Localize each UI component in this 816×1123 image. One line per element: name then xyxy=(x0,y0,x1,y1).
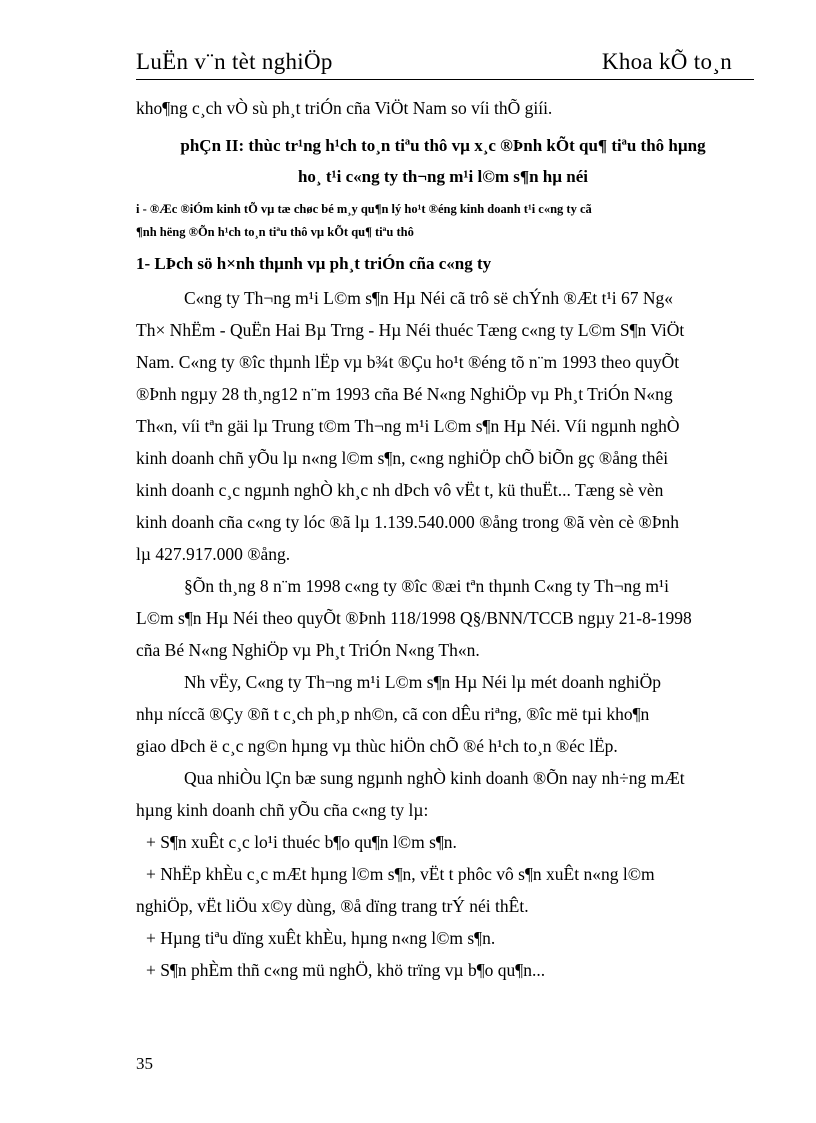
paragraph-line: Nh vËy, C«ng ty Th¬ng m¹i L©m s¶n Hµ Néi lµ mét doanh nghiÖp xyxy=(184,672,661,692)
part-title-line-2: ho¸ t¹i c«ng ty th¬ng m¹i l©m s¶n hµ néi xyxy=(297,167,589,186)
business-lines-list xyxy=(136,826,750,986)
section-i-line-2: ¶nh hëng ®Õn h¹ch to¸n tiªu thô vµ kÕt qu¶ tiªu thô xyxy=(136,225,414,239)
paragraph-line: L©m s¶n Hµ Néi theo quyÕt ®Þnh 118/1998 Q§/BNN/TCCB ngµy 21-8-1998 xyxy=(136,608,692,628)
list-item: + NhËp khÈu c¸c mÆt hµng l©m s¶n, vËt t phôc vô s¶n xuÊt n«ng l©m xyxy=(146,864,655,884)
section-i-line-1: i - ®Æc ®iÓm kinh tÕ vµ tæ chøc bé m¸y qu¶n lý ho¹t ®éng kinh doanh t¹i c«ng ty cã xyxy=(136,202,592,216)
list-item-continuation: nghiÖp, vËt liÖu x©y dùng, ®å dïng trang trÝ néi thÊt. xyxy=(136,896,529,916)
intro-line: kho¶ng c¸ch vÒ sù ph¸t triÓn cña ViÖt Nam so víi thÕ giíi. xyxy=(136,98,553,118)
paragraph-line: Th× NhËm - QuËn Hai Bµ Trng - Hµ Néi thuéc Tæng c«ng ty L©m S¶n ViÖt xyxy=(136,320,685,340)
paragraph-4 xyxy=(136,762,750,826)
paragraph-line: cña Bé N«ng NghiÖp vµ Ph¸t TriÓn N«ng Th«n. xyxy=(136,640,480,660)
paragraph-line: nhµ níccã ®Çy ®ñ t c¸ch ph¸p nh©n, cã con dÊu riªng, ®îc më tµi kho¶n xyxy=(136,704,650,724)
paragraph-line: Th«n, víi tªn gäi lµ Trung t©m Th¬ng m¹i L©m s¶n Hµ Néi. Víi ngµnh nghÒ xyxy=(136,416,680,436)
header-thesis-title: LuËn v¨n tèt nghiÖp xyxy=(136,49,333,74)
list-item: + Hµng tiªu dïng xuÊt khÈu, hµng n«ng l©m s¶n. xyxy=(146,928,496,948)
page-number: 35 xyxy=(136,1054,153,1073)
paragraph-line: kinh doanh cña c«ng ty lóc ®ã lµ 1.139.540.000 ®ång trong ®ã vèn cè ®Þnh xyxy=(136,512,679,532)
paragraph-line: Nam. C«ng ty ®îc thµnh lËp vµ b¾t ®Çu ho¹t ®éng tõ n¨m 1993 theo quyÕt xyxy=(136,352,680,372)
header-faculty: Khoa kÕ to¸n xyxy=(601,49,732,74)
heading-history: 1- LÞch sö h×nh thµnh vµ ph¸t triÓn cña c«ng ty xyxy=(136,254,492,273)
paragraph-2 xyxy=(136,570,750,666)
paragraph-line: lµ 427.917.000 ®ång. xyxy=(136,544,291,564)
paragraph-line: §Õn th¸ng 8 n¨m 1998 c«ng ty ®îc ®æi tªn thµnh C«ng ty Th¬ng m¹i xyxy=(184,576,670,596)
paragraph-line: giao dÞch ë c¸c ng©n hµng vµ thùc hiÖn chÕ ®é h¹ch to¸n ®éc lËp. xyxy=(136,736,618,756)
list-item: + S¶n xuÊt c¸c lo¹i thuéc b¶o qu¶n l©m s¶n. xyxy=(146,832,457,852)
paragraph-line: hµng kinh doanh chñ yÕu cña c«ng ty lµ: xyxy=(136,800,429,820)
paragraph-line: kinh doanh c¸c ngµnh nghÒ kh¸c nh dÞch vô vËt t, kü thuËt... Tæng sè vèn xyxy=(136,480,664,500)
page-content xyxy=(136,92,750,986)
paragraph-line: C«ng ty Th¬ng m¹i L©m s¶n Hµ Néi cã trô së chÝnh ®Æt t¹i 67 Ng« xyxy=(184,288,673,308)
paragraph-line: Qua nhiÒu lÇn bæ sung ngµnh nghÒ kinh doanh ®Õn nay nh÷ng mÆt xyxy=(184,768,685,788)
list-item: + S¶n phÈm thñ c«ng mü nghÖ, khö trïng vµ b¶o qu¶n... xyxy=(146,960,546,980)
paragraph-3 xyxy=(136,666,750,762)
part-title-line-1: phÇn II: thùc tr¹ng h¹ch to¸n tiªu thô vµ x¸c ®Þnh kÕt qu¶ tiªu thô hµng xyxy=(180,136,706,155)
paragraph-line: kinh doanh chñ yÕu lµ n«ng l©m s¶n, c«ng nghiÖp chÕ biÕn gç ®ång thêi xyxy=(136,448,669,468)
paragraph-line: ®Þnh ngµy 28 th¸ng12 n¨m 1993 cña Bé N«ng NghiÖp vµ Ph¸t TriÓn N«ng xyxy=(136,384,673,404)
page-header xyxy=(136,49,754,80)
paragraph-1 xyxy=(136,282,750,570)
